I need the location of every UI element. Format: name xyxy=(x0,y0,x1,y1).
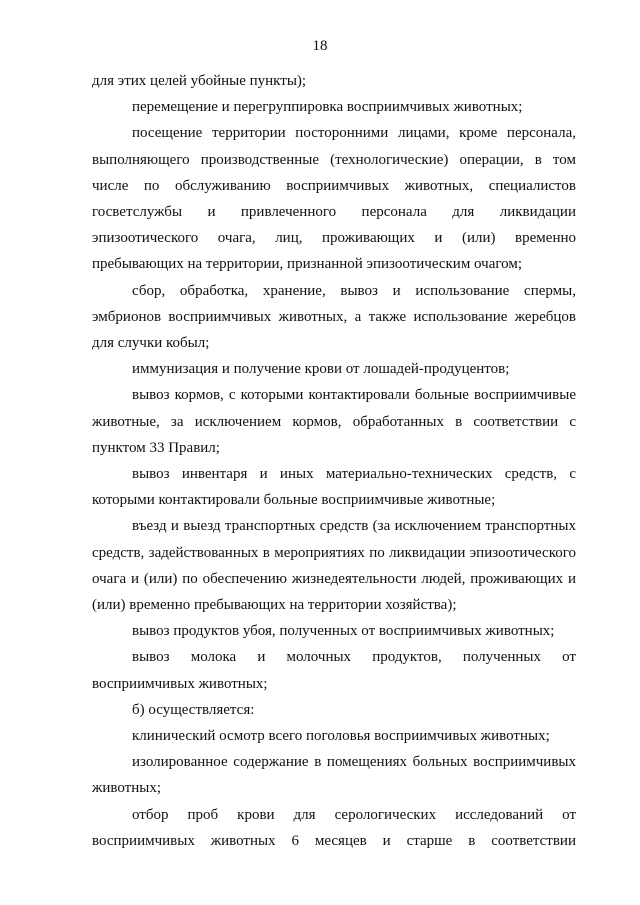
paragraph: вывоз инвентаря и иных материально-технических средств, с которыми контактировали больные восприимчивые животные; xyxy=(92,466,576,509)
paragraph: для этих целей убойные пункты); xyxy=(92,73,307,89)
paragraph: иммунизация и получение крови от лошадей-продуцентов; xyxy=(132,361,510,378)
paragraph: посещение территории посторонними лицами, кроме персонала, выполняющего производственные (технологические) операции, в том числе по обслуживанию восприимчивых животных, специалистов госветслужбы и привлеченного персонала для ликвидации эпизоотического очага, лиц, проживающих и (или) временно пребывающих на территории, признанной эпизоотическим очагом; xyxy=(92,125,576,273)
paragraph: б) осуществляется: xyxy=(132,701,255,718)
paragraph: вывоз молока и молочных продуктов, полученных от восприимчивых животных; xyxy=(92,649,576,692)
page-number: 18 xyxy=(312,38,328,54)
document-body xyxy=(92,68,576,854)
paragraph: сбор, обработка, хранение, вывоз и использование спермы, эмбрионов восприимчивых животных, а также использование жеребцов для случки кобыл; xyxy=(92,282,576,352)
paragraph: клинический осмотр всего поголовья восприимчивых животных; xyxy=(132,728,550,745)
paragraph: отбор проб крови для серологических исследований от восприимчивых животных 6 месяцев и старше в соответствии xyxy=(92,806,576,849)
paragraph: вывоз кормов, с которыми контактировали больные восприимчивые животные, за исключением кормов, обработанных в соответствии с пунктом 33 Правил; xyxy=(92,387,576,456)
paragraph: перемещение и перегруппировка восприимчивых животных; xyxy=(132,99,523,116)
paragraph: вывоз продуктов убоя, полученных от восприимчивых животных; xyxy=(132,623,555,640)
paragraph: изолированное содержание в помещениях больных восприимчивых животных; xyxy=(92,754,576,797)
paragraph: въезд и выезд транспортных средств (за исключением транспортных средств, задействованных в мероприятиях по ликвидации эпизоотического очага и (или) по обеспечению жизнедеятельности людей, проживающих и (или) временно пребывающих на территории хозяйства); xyxy=(92,518,576,614)
